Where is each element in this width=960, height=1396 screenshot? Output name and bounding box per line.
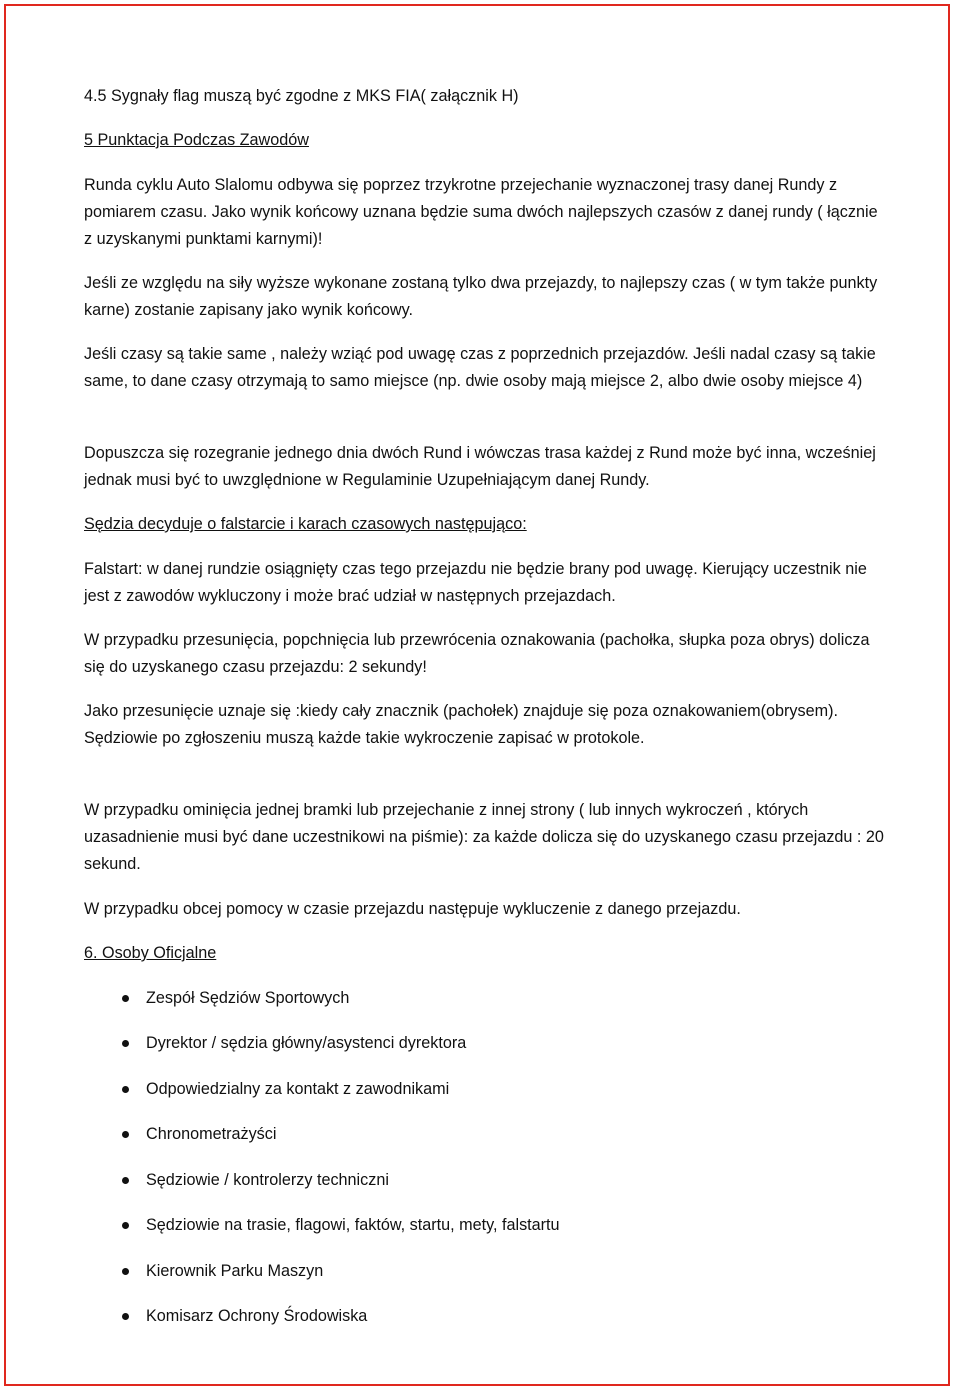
paragraph-gate-penalty: W przypadku ominięcia jednej bramki lub przejechanie z innej strony ( lub innych wykroczeń , których uzasadnienie musi być dane uczestnikowi na piśmie): za każde dolicza się do uzyskanego czasu przejazdu : 20 sekund. — [84, 801, 884, 873]
section-4-5-text: 4.5 Sygnały flag muszą być zgodne z MKS FIA( załącznik H) — [84, 87, 519, 105]
paragraph-outside-help: W przypadku obcej pomocy w czasie przejazdu następuje wykluczenie z danego przejazdu. — [84, 900, 741, 918]
bullet-icon — [122, 1131, 129, 1138]
section-5-heading: 5 Punktacja Podczas Zawodów — [84, 131, 309, 149]
bullet-icon — [122, 1177, 129, 1184]
paragraph-displacement: Jako przesunięcie uznaje się :kiedy cały znacznik (pachołek) znajduje się poza oznakowaniem(obrysem). Sędziowie po zgłoszeniu muszą każde takie wykroczenie zapisać w protokole. — [84, 702, 838, 747]
bullet-icon — [122, 1222, 129, 1229]
paragraph-false-start: Falstart: w danej rundzie osiągnięty czas tego przejazdu nie będzie brany pod uwagę. Kierujący uczestnik nie jest z zawodów wykluczony i może brać udział w następnych przejazdach. — [84, 560, 867, 605]
bullet-icon — [122, 1268, 129, 1275]
bullet-icon — [122, 1313, 129, 1320]
paragraph-force-majeure: Jeśli ze względu na siły wyższe wykonane zostaną tylko dwa przejazdy, to najlepszy czas ( w tym także punkty karne) zostanie zapisany jako wynik końcowy. — [84, 274, 878, 319]
bullet-icon — [122, 1086, 129, 1093]
paragraph-cone-penalty: W przypadku przesunięcia, popchnięcia lub przewrócenia oznakowania (pachołka, słupka poza obrys) dolicza się do uzyskanego czasu przejazdu: 2 sekundy! — [84, 631, 870, 676]
paragraph-ties: Jeśli czasy są takie same , należy wziąć pod uwagę czas z poprzednich przejazdów. Jeśli nadal czasy są takie same, to dane czasy otrzymają to samo miejsce (np. dwie osoby mają miejsce 2, albo dwie osoby miejsce 4) — [84, 345, 876, 390]
bullet-icon — [122, 995, 129, 1002]
judge-heading: Sędzia decyduje o falstarcie i karach czasowych następująco: — [84, 515, 527, 533]
section-6-heading: 6. Osoby Oficjalne — [84, 944, 217, 962]
bullet-icon — [122, 1040, 129, 1047]
paragraph-two-rounds: Dopuszcza się rozegranie jednego dnia dwóch Rund i wówczas trasa każdej z Rund może być inna, wcześniej jednak musi być to uwzględnione w Regulaminie Uzupełniającym danej Rundy. — [84, 444, 876, 489]
paragraph-rounds: Runda cyklu Auto Slalomu odbywa się poprzez trzykrotne przejechanie wyznaczonej trasy danej Rundy z pomiarem czasu. Jako wynik końcowy uznana będzie suma dwóch najlepszych czasów z danej rundy ( łącznie z uzyskanymi punktami karnymi)! — [84, 176, 878, 248]
